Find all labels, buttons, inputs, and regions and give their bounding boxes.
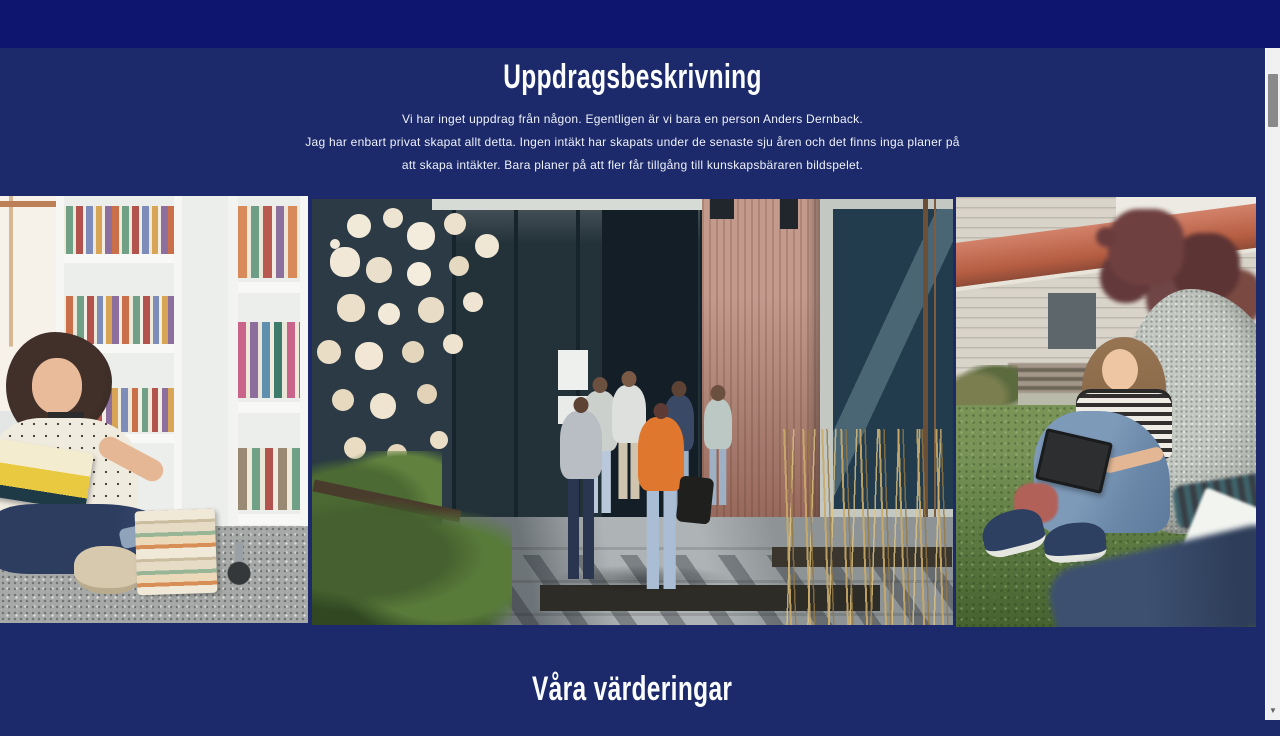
student-figure-orange-top [638, 417, 684, 491]
photo-student-with-tablet [956, 197, 1256, 627]
scrollbar-thumb[interactable] [1268, 74, 1278, 127]
mission-paragraph [0, 108, 1265, 177]
photo-students-leaving-school [312, 199, 953, 625]
mission-section [0, 48, 1265, 177]
mission-heading: Uppdragsbeskrivning [503, 58, 762, 96]
photo-library-student [0, 196, 308, 623]
bushes [312, 497, 512, 625]
chevron-down-icon: ▼ [1269, 706, 1277, 715]
tablet-student-face [1102, 349, 1138, 391]
maroon-tree-foliage [1096, 227, 1116, 247]
scrollbar-down-button[interactable] [1266, 704, 1280, 718]
book-stack [135, 509, 218, 596]
reading-student-shoe [74, 546, 144, 594]
mission-line-3: att skapa intäkter. Bara planer på att fler får tillgång till kunskapsbäraren bildspelet. [401, 158, 864, 172]
tall-grasses [782, 429, 953, 625]
mission-line-2: Jag har enbart privat skapat allt detta. Ingen intäkt har skapats under de senaste sju åren och det finns inga planer på [305, 135, 960, 149]
values-section [0, 625, 1265, 720]
student-figure-gray-top [560, 411, 602, 479]
student-figure [704, 399, 732, 449]
values-heading: Våra värderingar [532, 670, 733, 708]
handbag [676, 475, 715, 524]
blossom-tree [330, 239, 340, 249]
top-navigation-bar [0, 0, 1280, 48]
reading-student-face [32, 358, 82, 414]
mission-line-1: Vi har inget uppdrag från någon. Egentligen är vi bara en person Anders Dernback. [402, 112, 863, 126]
book-cart-wheel [224, 542, 254, 588]
scrollbar[interactable] [1265, 48, 1280, 720]
